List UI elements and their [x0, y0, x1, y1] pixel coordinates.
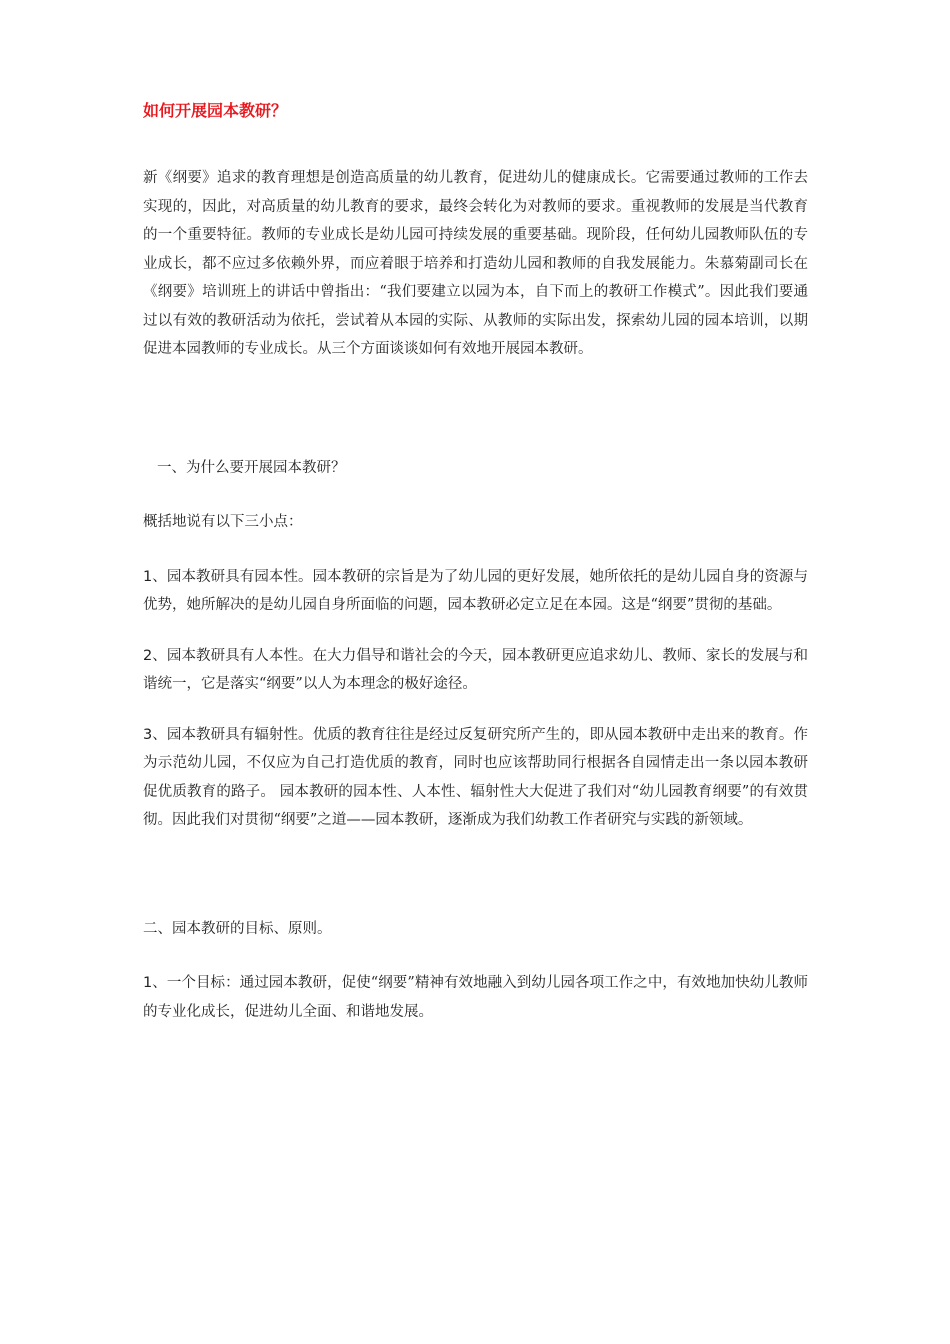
section-2-heading: 二、园本教研的目标、原则。	[143, 920, 332, 937]
item-number: 1	[143, 975, 153, 991]
section-1-lead: 概括地说有以下三小点：	[143, 514, 303, 530]
item-text: 、一个目标：通过园本教研，促使“纲要”精神有效地融入到幼儿园各项工作之中，有效地加快幼儿教师的专业化成长，促进幼儿全面、和谐地发展。	[143, 975, 808, 1020]
section-1-heading: 一、为什么要开展园本教研？	[157, 459, 346, 476]
item-number: 3	[143, 726, 153, 743]
document-page	[143, 98, 808, 1048]
item-text: 、园本教研具有人本性。在大力倡导和谐社会的今天，园本教研更应追求幼儿、教师、家长的发展与和谐统一，它是落实“纲要”以人为本理念的极好途径。	[143, 647, 808, 692]
item-text: 、园本教研具有园本性。园本教研的宗旨是为了幼儿园的更好发展，她所依托的是幼儿园自身的资源与优势，她所解决的是幼儿园自身所面临的问题，园本教研必定立足在本园。这是“纲要”贯彻的基础。	[143, 568, 808, 613]
section-1-item-2	[143, 642, 808, 699]
item-number: 2	[143, 647, 153, 664]
document-title: 如何开展园本教研？	[143, 101, 288, 120]
intro-paragraph: 新《纲要》追求的教育理想是创造高质量的幼儿教育，促进幼儿的健康成长。它需要通过教师的工作去实现的，因此，对高质量的幼儿教育的要求，最终会转化为对教师的要求。重视教师的发展是当代教育的一个重要特征。教师的专业成长是幼儿园可持续发展的重要基础。现阶段，任何幼儿园教师队伍的专业成长，都不应过多依赖外界，而应着眼于培养和打造幼儿园和教师的自我发展能力。朱慕菊副司长在《纲要》培训班上的讲话中曾指出：“我们要建立以园为本，自下而上的教研工作模式”。因此我们要通过以有效的教研活动为依托，尝试着从本园的实际、从教师的实际出发，探索幼儿园的园本培训，以期促进本园教师的专业成长。从三个方面谈谈如何有效地开展园本教研。	[143, 170, 808, 357]
item-text: 、园本教研具有辐射性。优质的教育往往是经过反复研究所产生的，即从园本教研中走出来的教育。作为示范幼儿园，不仅应为自己打造优质的教育，同时也应该帮助同行根据各自园情走出一条以园本教研促优质教育的路子。 园本教研的园本性、人本性、辐射性大大促进了我们对“幼儿园教育纲要”的有效贯彻。因此我们对贯彻“纲要”之道——园本教研，逐渐成为我们幼教工作者研究与实践的新领域。	[143, 726, 808, 828]
item-number: 1	[143, 568, 153, 585]
section-1-item-3	[143, 721, 808, 835]
section-1-item-1	[143, 563, 808, 620]
section-2-item-1	[143, 969, 808, 1026]
